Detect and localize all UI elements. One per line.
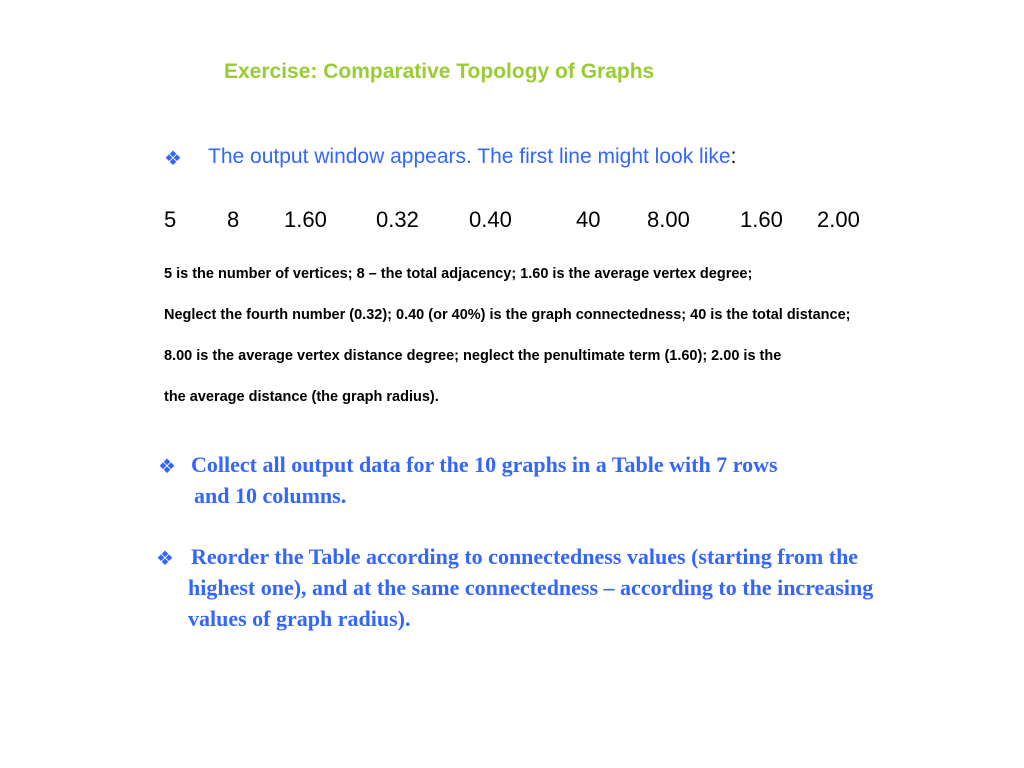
explanation-line: Neglect the fourth number (0.32); 0.40 (or 40%) is the graph connectedness; 40 is the total distance; [164,307,851,323]
output-value: 2.00 [817,207,860,232]
output-value: 8.00 [647,207,690,232]
explanation-line: 8.00 is the average vertex distance degree; neglect the penultimate term (1.60); 2.00 is the [164,348,782,364]
intro-colon: : [730,145,737,168]
output-value: 0.40 [469,207,512,232]
output-value: 40 [576,207,601,232]
diamond-bullet-icon: ❖ [156,548,174,570]
intro-text [208,145,736,169]
output-value: 5 [164,207,177,232]
task1-line: Collect all output data for the 10 graphs in a Table with 7 rows [191,452,778,477]
explanation-line: 5 is the number of vertices; 8 – the total adjacency; 1.60 is the average vertex degree; [164,266,753,282]
task2-line: values of graph radius). [188,606,411,631]
explanation-line: the average distance (the graph radius). [164,389,439,405]
task1-line: and 10 columns. [194,483,347,508]
output-value: 1.60 [740,207,783,232]
output-value: 1.60 [284,207,327,232]
task2-line: highest one), and at the same connectedness – according to the increasing [188,575,874,600]
output-value: 0.32 [376,207,419,232]
diamond-bullet-icon: ❖ [158,456,176,478]
intro-sentence: The output window appears. The first line might look like [208,145,731,168]
slide-title: Exercise: Comparative Topology of Graphs [224,60,655,83]
output-line [164,207,924,235]
diamond-bullet-icon: ❖ [164,148,182,170]
output-value: 8 [227,207,240,232]
task2-line: Reorder the Table according to connectedness values (starting from the [191,544,859,569]
